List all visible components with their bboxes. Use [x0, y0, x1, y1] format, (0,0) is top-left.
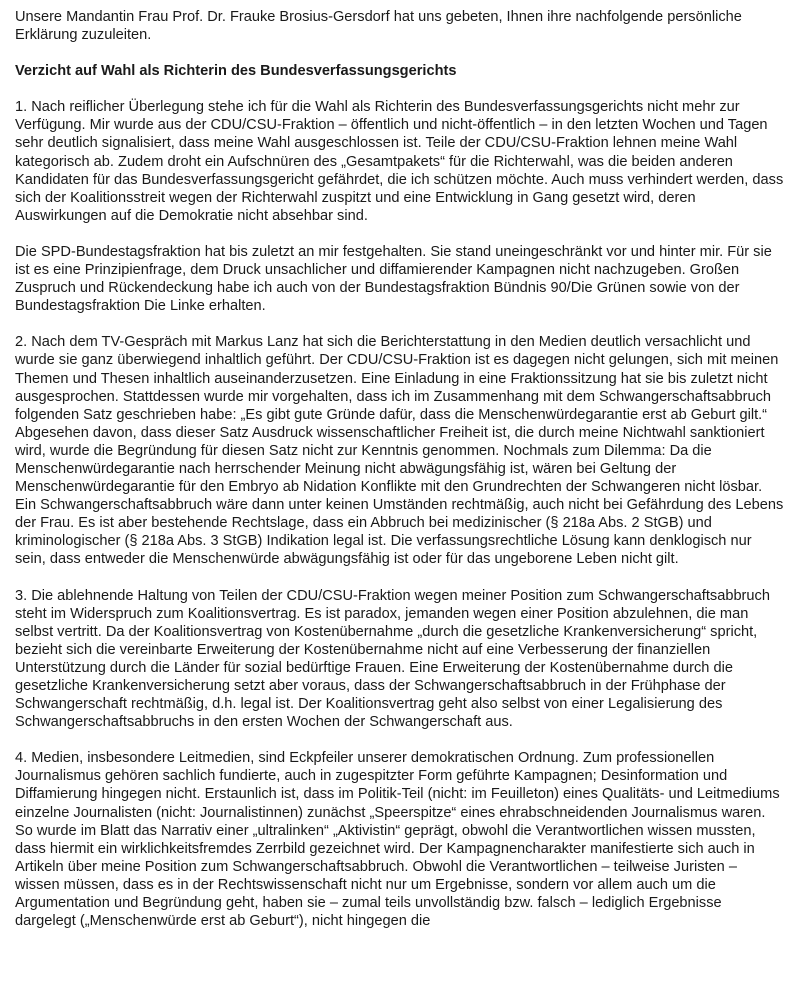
- statement-heading: Verzicht auf Wahl als Richterin des Bundesverfassungsgerichts: [15, 63, 457, 80]
- intro-text: Unsere Mandantin Frau Prof. Dr. Frauke Brosius-Gersdorf hat uns gebeten, Ihnen ihre nachfolgende persönliche Erklärung zuzuleiten.: [15, 9, 742, 44]
- letter-document: [15, 8, 785, 930]
- paragraph-3: 3. Die ablehnende Haltung von Teilen der CDU/CSU-Fraktion wegen meiner Position zum Schwangerschaftsabbruch steht im Widerspruch zum Koalitionsvertrag. Es ist paradox, jemanden wegen einer Position abzulehnen, die man selbst vertritt. Da der Koalitionsvertrag von Kostenübernahme „durch die gesetzliche Krankenversicherung“ spricht, bezieht sich die vereinbarte Erweiterung der Kostenübernahme nicht auf eine Verbesserung der finanziellen Unterstützung durch die Länder für sozial bedürftige Frauen. Eine Erweiterung der Kostenübernahme durch die gesetzliche Krankenversicherung setzt aber voraus, dass der Schwangerschaftsabbruch in der Frühphase der Schwangerschaft rechtmäßig, d.h. legal ist. Der Koalitionsvertrag geht also selbst von einer Legalisierung des Schwangerschaftsabbruchs in den ersten Wochen der Schwangerschaft aus.: [15, 587, 770, 731]
- paragraph-support: Die SPD-Bundestagsfraktion hat bis zuletzt an mir festgehalten. Sie stand uneingeschränkt vor und hinter mir. Für sie ist es eine Prinzipienfrage, dem Druck unsachlicher und diffamierender Kampagnen nicht nachzugeben. Großen Zuspruch und Rückendeckung habe ich auch von der Bundestagsfraktion Bündnis 90/Die Grünen sowie von der Bundestagsfraktion Die Linke erhalten.: [15, 243, 772, 315]
- paragraph-4: 4. Medien, insbesondere Leitmedien, sind Eckpfeiler unserer demokratischen Ordnung. Zum professionellen Journalismus gehören sachlich fundierte, auch in zugespitzter Form geführte Kampagnen; Desinformation und Diffamierung hingegen nicht. Erstaunlich ist, dass im Politik-Teil (nicht: im Feuilleton) eines Qualitäts- und Leitmediums einzelne Journalisten (nicht: Journalistinnen) zunächst „Speerspitze“ eines ehrabschneidenden Journalismus waren. So wurde im Blatt das Narrativ einer „ultralinken“ „Aktivistin“ geprägt, obwohl die Verantwortlichen wissen mussten, dass hiermit ein wirklichkeitsfremdes Zerrbild gezeichnet wird. Der Kampagnencharakter manifestierte sich auch in Artikeln über meine Position zum Schwangerschaftsabbruch. Obwohl die Verantwortlichen – teilweise Juristen – wissen müssen, dass es in der Rechtswissenschaft nicht nur um Ergebnisse, sondern vor allem auch um die Argumentation und Begründung geht, haben sie – zumal teils unvollständig bzw. falsch – lediglich Ergebnisse dargelegt („Menschenwürde erst ab Geburt“), nicht hingegen die: [15, 750, 780, 930]
- paragraph-2: 2. Nach dem TV-Gespräch mit Markus Lanz hat sich die Berichterstattung in den Medien deutlich versachlicht und wurde sie ganz überwiegend inhaltlich geführt. Der CDU/CSU-Fraktion ist es dagegen nicht gelungen, sich mit meinen Themen und Thesen inhaltlich auseinanderzusetzen. Eine Einladung in eine Fraktionssitzung hat sie bis zuletzt nicht ausgesprochen. Stattdessen wurde mir vorgehalten, dass ich im Zusammenhang mit dem Schwangerschaftsabbruch folgenden Satz geschrieben habe: „Es gibt gute Gründe dafür, dass die Menschenwürdegarantie erst ab Geburt gilt.“ Abgesehen davon, dass dieser Satz Ausdruck wissenschaftlicher Freiheit ist, die durch meine Nichtwahl sanktioniert wird, wurde die Begründung für diesen Satz nicht zur Kenntnis genommen. Nochmals zum Dilemma: Da die Menschenwürdegarantie nach herrschender Meinung nicht abwägungsfähig ist, wären bei Geltung der Menschenwürdegarantie für den Embryo ab Nidation Konflikte mit den Grundrechten der Schwangeren nicht lösbar. Ein Schwangerschaftsabbruch wäre dann unter keinen Umständen rechtmäßig, auch nicht bei Gefährdung des Lebens der Frau. Es ist aber bestehende Rechtslage, dass ein Abbruch bei medizinischer (§ 218a Abs. 2 StGB) und kriminologischer (§ 218a Abs. 3 StGB) Indikation legal ist. Die verfassungsrechtliche Lösung kann denklogisch nur sein, dass entweder die Menschenwürde abwägungsfähig ist oder für das ungeborene Leben nicht gilt.: [15, 334, 784, 568]
- paragraph-1: 1. Nach reiflicher Überlegung stehe ich für die Wahl als Richterin des Bundesverfassungsgerichts nicht mehr zur Verfügung. Mir wurde aus der CDU/CSU-Fraktion – öffentlich und nicht-öffentlich – in den letzten Wochen und Tagen sehr deutlich signalisiert, dass meine Wahl ausgeschlossen ist. Teile der CDU/CSU-Fraktion lehnen meine Wahl kategorisch ab. Zudem droht ein Aufschnüren des „Gesamtpakets“ für die Richterwahl, was die beiden anderen Kandidaten für das Bundesverfassungsgericht gefährdet, die ich schützen möchte. Auch muss verhindert werden, dass sich der Koalitionsstreit wegen der Richterwahl zuspitzt und eine Entwicklung in Gang gesetzt wird, deren Auswirkungen auf die Demokratie nicht absehbar sind.: [15, 99, 784, 224]
